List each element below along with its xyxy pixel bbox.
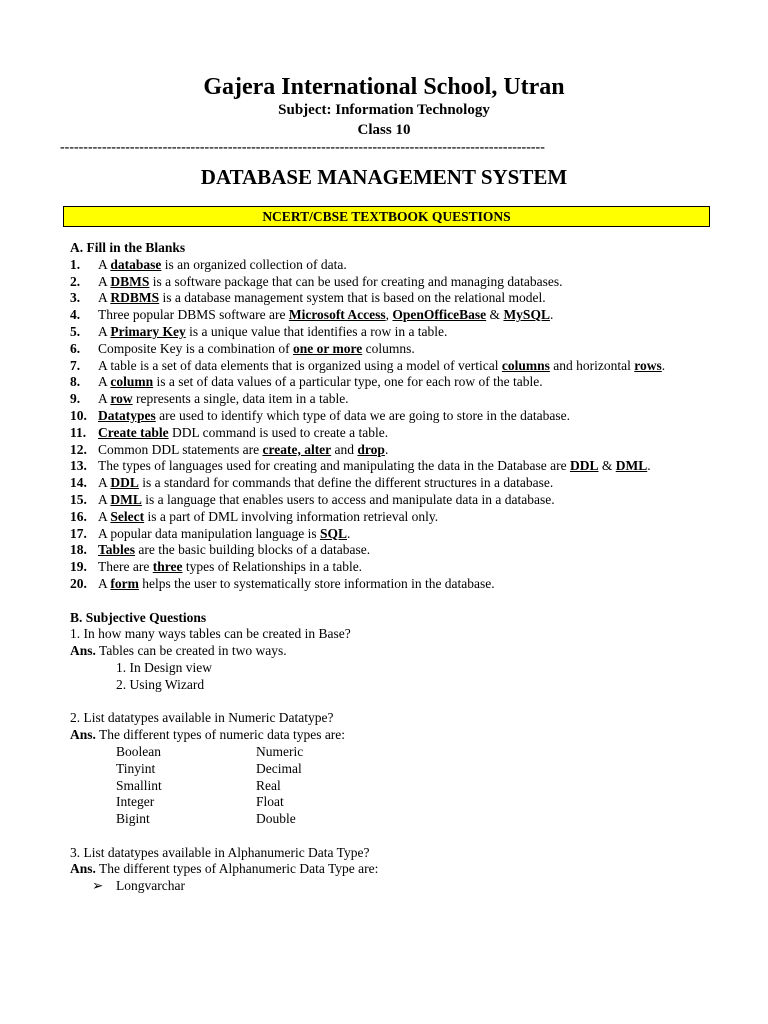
- item-text: [98, 442, 702, 459]
- item-text-part: and horizontal: [549, 357, 635, 373]
- answer-term: drop: [357, 441, 385, 457]
- item-text-part: columns.: [362, 340, 415, 356]
- item-text-part: is a language that enables users to access and manipulate data in a database.: [141, 491, 555, 507]
- blank-item: [70, 492, 702, 509]
- item-text-part: The types of languages used for creating and manipulating the data in the Database are: [98, 458, 570, 474]
- item-number: 10.: [70, 407, 87, 423]
- item-text: [98, 475, 702, 492]
- item-text-part: A: [98, 323, 111, 339]
- answer-term: three: [152, 559, 183, 575]
- item-text: [98, 324, 702, 341]
- blank-item: [70, 509, 702, 526]
- blank-item: [70, 526, 702, 543]
- answer-3: [70, 861, 702, 878]
- answer-term: rows: [634, 357, 662, 373]
- answer-term: Microsoft Access: [288, 307, 386, 323]
- numeric-type: Bigint: [116, 811, 150, 827]
- answer-term: DDL: [569, 458, 599, 474]
- item-text-part: A: [98, 491, 111, 507]
- answer-term: column: [110, 374, 154, 390]
- answer-term: DML: [615, 458, 648, 474]
- answer-term: Create table: [98, 424, 169, 440]
- answer-text: The different types of numeric data types are:: [95, 727, 346, 743]
- item-number: 18.: [70, 542, 87, 558]
- answer-1-item: 1. In Design view: [116, 659, 212, 675]
- item-text: [98, 458, 702, 475]
- answer-term: MySQL: [503, 307, 550, 323]
- item-text: [98, 509, 702, 526]
- item-text-part: .: [661, 357, 666, 373]
- item-number: 4.: [70, 307, 81, 323]
- item-number: 7.: [70, 357, 81, 373]
- fill-in-blanks-list: [70, 257, 702, 593]
- item-number: 1.: [70, 256, 81, 272]
- page-title: DATABASE MANAGEMENT SYSTEM: [200, 165, 568, 189]
- answer-1-item: 2. Using Wizard: [116, 676, 205, 692]
- item-text-part: are the basic building blocks of a database.: [135, 542, 371, 558]
- item-text-part: .: [346, 525, 351, 541]
- item-number: 2.: [70, 273, 81, 289]
- item-text: [98, 257, 702, 274]
- item-text-part: helps the user to systematically store information in the database.: [138, 575, 495, 591]
- item-number: 8.: [70, 374, 81, 390]
- question-3: 3. List datatypes available in Alphanumeric Data Type?: [70, 844, 370, 860]
- item-text: [98, 492, 702, 509]
- item-text: [98, 307, 702, 324]
- item-text-part: and: [331, 441, 358, 457]
- section-b-heading: B. Subjective Questions: [70, 609, 207, 625]
- answer-term: DDL: [110, 475, 139, 491]
- blank-item: [70, 408, 702, 425]
- blank-item: [70, 391, 702, 408]
- item-number: 16.: [70, 508, 87, 524]
- answer-term: columns: [501, 357, 550, 373]
- item-number: 11.: [70, 424, 87, 440]
- answer-text: The different types of Alphanumeric Data Type are:: [95, 861, 379, 877]
- item-text-part: A: [98, 256, 111, 272]
- item-number: 17.: [70, 525, 87, 541]
- item-text-part: Common DDL statements are: [98, 441, 263, 457]
- item-text-part: is a set of data values of a particular type, one for each row of the table.: [153, 374, 543, 390]
- item-number: 9.: [70, 391, 81, 407]
- item-text-part: represents a single, data item in a table.: [132, 391, 349, 407]
- bullet-item: [70, 878, 702, 895]
- item-text-part: are used to identify which type of data we are going to store in the database.: [155, 407, 570, 423]
- answer-term: DBMS: [110, 273, 150, 289]
- item-text-part: A table is a set of data elements that is organized using a model of vertical: [98, 357, 502, 373]
- item-number: 5.: [70, 323, 81, 339]
- answer-term: one or more: [292, 340, 363, 356]
- item-number: 6.: [70, 340, 81, 356]
- item-text-part: is a database management system that is based on the relational model.: [159, 290, 546, 306]
- blank-item: [70, 257, 702, 274]
- blank-item: [70, 341, 702, 358]
- item-text: [98, 425, 702, 442]
- blank-item: [70, 576, 702, 593]
- document-body: [70, 240, 702, 895]
- blank-item: [70, 559, 702, 576]
- item-text-part: A: [98, 391, 111, 407]
- item-number: 13.: [70, 458, 87, 474]
- item-text-part: is an organized collection of data.: [161, 256, 347, 272]
- answer-term: SQL: [319, 525, 347, 541]
- item-text-part: is a software package that can be used for creating and managing databases.: [149, 273, 563, 289]
- item-number: 14.: [70, 475, 87, 491]
- item-text: [98, 526, 702, 543]
- blank-item: [70, 324, 702, 341]
- item-text: [98, 341, 702, 358]
- item-text-part: DDL command is used to create a table.: [168, 424, 389, 440]
- question-1: 1. In how many ways tables can be created in Base?: [70, 626, 351, 642]
- item-text-part: is a unique value that identifies a row in a table.: [185, 323, 448, 339]
- section-banner: NCERT/CBSE TEXTBOOK QUESTIONS: [63, 206, 710, 227]
- item-text-part: is a part of DML involving information retrieval only.: [144, 508, 439, 524]
- item-text-part: A: [98, 374, 111, 390]
- numeric-type: Double: [256, 811, 296, 827]
- bullet-text: Longvarchar: [116, 878, 185, 894]
- item-text-part: .: [549, 307, 554, 323]
- numeric-type: Boolean: [116, 743, 161, 759]
- item-number: 3.: [70, 290, 81, 306]
- answer-term: Primary Key: [110, 323, 186, 339]
- item-text: [98, 559, 702, 576]
- numeric-type: Decimal: [256, 760, 302, 776]
- item-text-part: A: [98, 508, 111, 524]
- item-text-part: A: [98, 575, 111, 591]
- dashed-separator: --------------------------------------------------------------------------------------------------------: [60, 140, 545, 155]
- item-text-part: &: [486, 307, 504, 323]
- item-number: 20.: [70, 575, 87, 591]
- item-text-part: types of Relationships in a table.: [182, 559, 363, 575]
- answer-label: Ans.: [70, 643, 96, 659]
- answer-term: create, alter: [262, 441, 332, 457]
- answer-term: Tables: [98, 542, 136, 558]
- blank-item: [70, 475, 702, 492]
- item-text-part: A: [98, 290, 111, 306]
- item-text-part: .: [647, 458, 651, 474]
- numeric-type: Numeric: [256, 743, 304, 759]
- item-text: [98, 542, 702, 559]
- blank-item: [70, 358, 702, 375]
- item-text-part: Composite Key is a combination of: [98, 340, 293, 356]
- subject-line: Subject: Information Technology: [278, 102, 490, 118]
- item-number: 19.: [70, 559, 87, 575]
- item-number: 12.: [70, 441, 87, 457]
- answer-term: OpenOfficeBase: [392, 307, 487, 323]
- item-text-part: A: [98, 273, 111, 289]
- item-text-part: There are: [98, 559, 153, 575]
- answer-term: row: [110, 391, 133, 407]
- answer-text: Tables can be created in two ways.: [95, 643, 287, 659]
- item-text: [98, 358, 702, 375]
- blank-item: [70, 274, 702, 291]
- answer-term: RDBMS: [110, 290, 160, 306]
- answer-term: DML: [110, 491, 142, 507]
- item-text: [98, 290, 702, 307]
- blank-item: [70, 374, 702, 391]
- item-text-part: is a standard for commands that define the different structures in a database.: [138, 475, 554, 491]
- item-text: [98, 408, 702, 425]
- item-text: [98, 391, 702, 408]
- item-text: [98, 374, 702, 391]
- section-a-heading: A. Fill in the Blanks: [70, 240, 186, 255]
- blank-item: [70, 425, 702, 442]
- arrow-bullet-icon: ➢: [92, 878, 104, 894]
- class-line: Class 10: [357, 122, 411, 138]
- item-text: [98, 576, 702, 593]
- numeric-type: Float: [256, 794, 284, 810]
- blank-item: [70, 290, 702, 307]
- numeric-type: Integer: [116, 794, 155, 810]
- answer-label: Ans.: [70, 727, 96, 743]
- answer-term: Datatypes: [98, 407, 156, 423]
- answer-label: Ans.: [70, 861, 96, 877]
- blank-item: [70, 542, 702, 559]
- item-text-part: A popular data manipulation language is: [98, 525, 320, 541]
- blank-item: [70, 458, 702, 475]
- item-text-part: ,: [385, 307, 393, 323]
- answer-2: [70, 727, 702, 744]
- answer-term: database: [110, 256, 162, 272]
- item-text-part: .: [384, 441, 389, 457]
- blank-item: [70, 307, 702, 324]
- answer-1: [70, 643, 702, 660]
- question-2: 2. List datatypes available in Numeric Datatype?: [70, 710, 334, 726]
- blank-item: [70, 442, 702, 459]
- numeric-type: Tinyint: [116, 760, 156, 776]
- item-number: 15.: [70, 491, 87, 507]
- numeric-type: Smallint: [116, 777, 162, 793]
- item-text-part: A: [98, 475, 111, 491]
- school-name: Gajera International School, Utran: [203, 74, 565, 100]
- item-text: [98, 274, 702, 291]
- numeric-type: Real: [256, 777, 281, 793]
- numeric-types-grid: [70, 744, 702, 828]
- answer-term: form: [110, 575, 139, 591]
- answer-term: Select: [110, 508, 145, 524]
- item-text-part: &: [598, 458, 616, 474]
- item-text-part: Three popular DBMS software are: [98, 307, 289, 323]
